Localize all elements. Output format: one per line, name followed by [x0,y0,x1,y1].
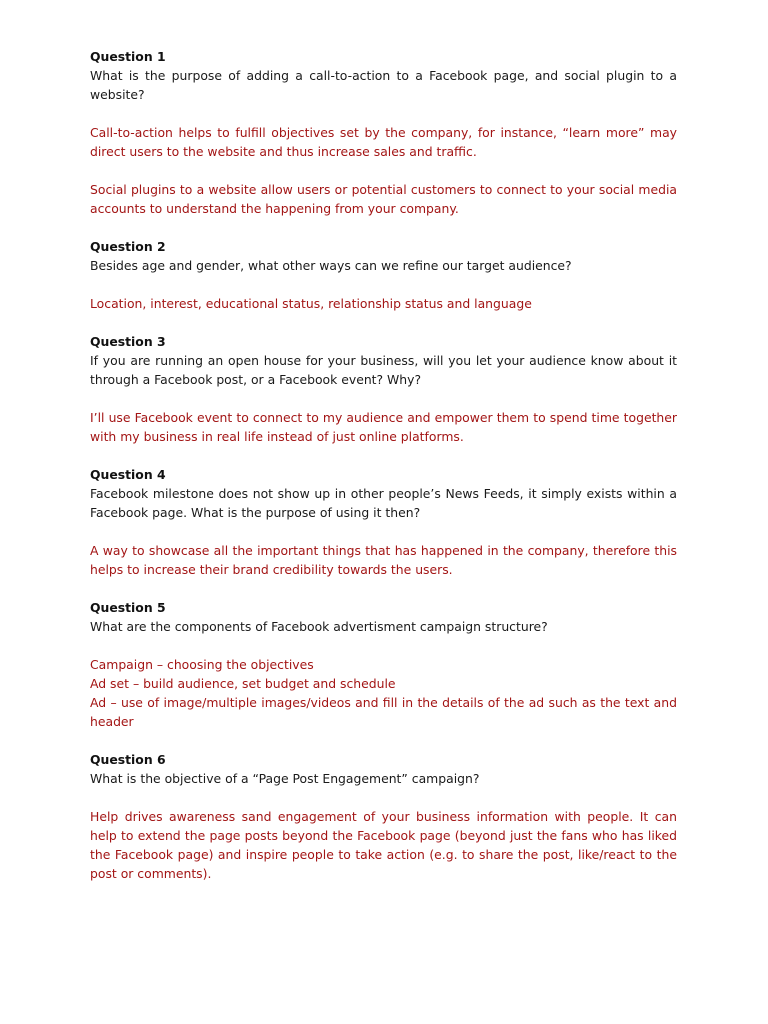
answer-paragraph: Help drives awareness sand engagement of your business information with people. It can help to extend the page posts beyond the Facebook page (beyond just the fans who has liked the Facebook page) and inspire people to take action (e.g. to share the post, like/react to the post or comments). [90,809,677,881]
answer-paragraph: Location, interest, educational status, relationship status and language [90,296,532,311]
question-text: What is the purpose of adding a call-to-action to a Facebook page, and social plugin to a website? [90,68,677,102]
document-body [90,47,677,902]
question-title: Question 4 [90,467,166,482]
question-title: Question 5 [90,600,166,615]
question-title: Question 1 [90,49,166,64]
question-block-6 [90,750,677,883]
question-title: Question 6 [90,752,166,767]
answer-line: Ad – use of image/multiple images/videos and fill in the details of the ad such as the text and header [90,695,677,729]
answer-paragraph: Call-to-action helps to fulfill objectives set by the company, for instance, “learn more” may direct users to the website and thus increase sales and traffic. [90,125,677,159]
answer-paragraph: Social plugins to a website allow users or potential customers to connect to your social media accounts to understand the happening from your company. [90,182,677,216]
question-title: Question 2 [90,239,166,254]
answer-line: Ad set – build audience, set budget and schedule [90,676,396,691]
question-text: What are the components of Facebook advertisment campaign structure? [90,619,548,634]
question-text: If you are running an open house for your business, will you let your audience know about it through a Facebook post, or a Facebook event? Why? [90,353,677,387]
answer-paragraph: A way to showcase all the important things that has happened in the company, therefore this helps to increase their brand credibility towards the users. [90,543,677,577]
question-block-3 [90,332,677,446]
question-text: Facebook milestone does not show up in other people’s News Feeds, it simply exists within a Facebook page. What is the purpose of using it then? [90,486,677,520]
question-text: What is the objective of a “Page Post Engagement” campaign? [90,771,480,786]
question-block-1 [90,47,677,218]
question-block-4 [90,465,677,579]
answer-line: Campaign – choosing the objectives [90,657,314,672]
answer-paragraph: I’ll use Facebook event to connect to my audience and empower them to spend time together with my business in real life instead of just online platforms. [90,410,677,444]
question-block-2 [90,237,677,313]
question-text: Besides age and gender, what other ways can we refine our target audience? [90,258,572,273]
question-block-5 [90,598,677,731]
question-title: Question 3 [90,334,166,349]
